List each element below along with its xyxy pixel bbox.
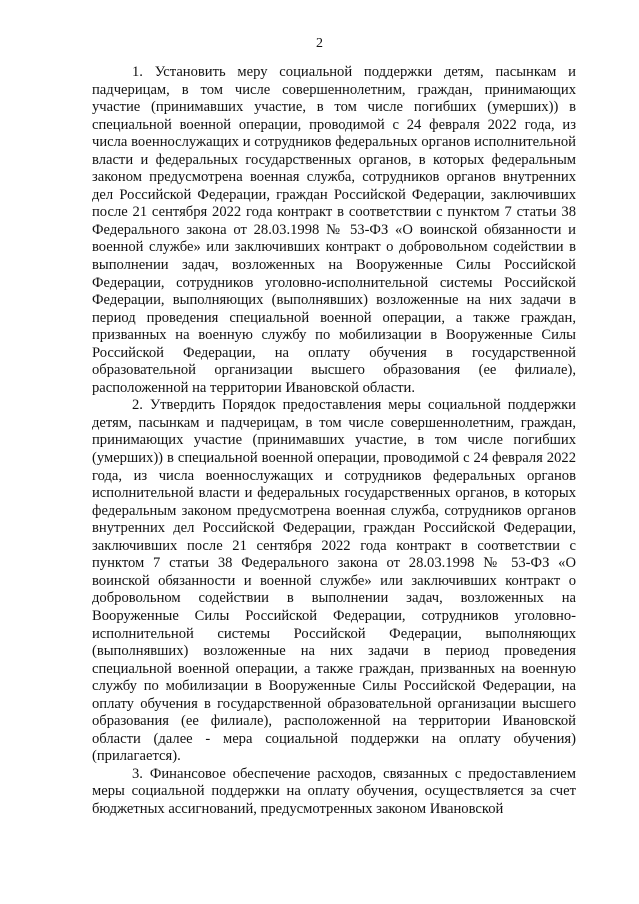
document-body (92, 64, 576, 819)
paragraph-3: 3. Финансовое обеспечение расходов, связанных с предоставлением меры социальной поддержки на оплату обучения, осуществляется за счет бюджетных ассигнований, предусмотренных законом Ивановской (92, 765, 576, 817)
paragraph-2: 2. Утвердить Порядок предоставления меры социальной поддержки детям, пасынкам и падчерицам, в том числе совершеннолетним, граждан, принимающих участие (принимавших участие, в том числе погибших (умерших)) в специальной военной операции, проводимой с 24 февраля 2022 года, из числа военнослужащих и сотрудников федеральных органов исполнительной власти и федеральных государственных органов, в которых федеральным законом предусмотрена военная служба, сотрудников органов внутренних дел Российской Федерации, граждан Российской Федерации, заключивших после 21 сентября 2022 года контракт в соответствии с пунктом 7 статьи 38 Федерального закона от 28.03.1998 № 53-ФЗ «О воинской обязанности и военной службе» или заключивших контракт о добровольном содействии в выполнении задач, возложенных на Вооруженные Силы Российской Федерации, сотрудников уголовно-исполнительной системы Российской Федерации, выполняющих (выполнявших) возложенные на них задачи в период проведения специальной военной операции, а также граждан, призванных на военную службу по мобилизации в Вооруженные Силы Российской Федерации, на оплату обучения в государственной образовательной организации высшего образования (ее филиале), расположенной на территории Ивановской области (далее - мера социальной поддержки на оплату обучения) (прилагается). (92, 397, 576, 765)
paragraph-1: 1. Установить меру социальной поддержки детям, пасынкам и падчерицам, в том числе совершеннолетним, граждан, принимающих участие (принимавших участие, в том числе погибших (умерших)) в специальной военной операции, проводимой с 24 февраля 2022 года, из числа военнослужащих и сотрудников федеральных органов исполнительной власти и федеральных государственных органов, в которых федеральным законом предусмотрена военная служба, сотрудников органов внутренних дел Российской Федерации, граждан Российской Федерации, заключивших после 21 сентября 2022 года контракт в соответствии с пунктом 7 статьи 38 Федерального закона от 28.03.1998 № 53-ФЗ «О воинской обязанности и военной службе» или заключивших контракт о добровольном содействии в выполнении задач, возложенных на Вооруженные Силы Российской Федерации, сотрудников уголовно-исполнительной системы Российской Федерации, выполняющих (выполнявших) возложенные на них задачи в период проведения специальной военной операции, а также граждан, призванных на военную службу по мобилизации в Вооруженные Силы Российской Федерации, на оплату обучения в государственной образовательной организации высшего образования (ее филиале), расположенной на территории Ивановской области. (92, 64, 576, 396)
page-number: 2 (316, 36, 323, 51)
